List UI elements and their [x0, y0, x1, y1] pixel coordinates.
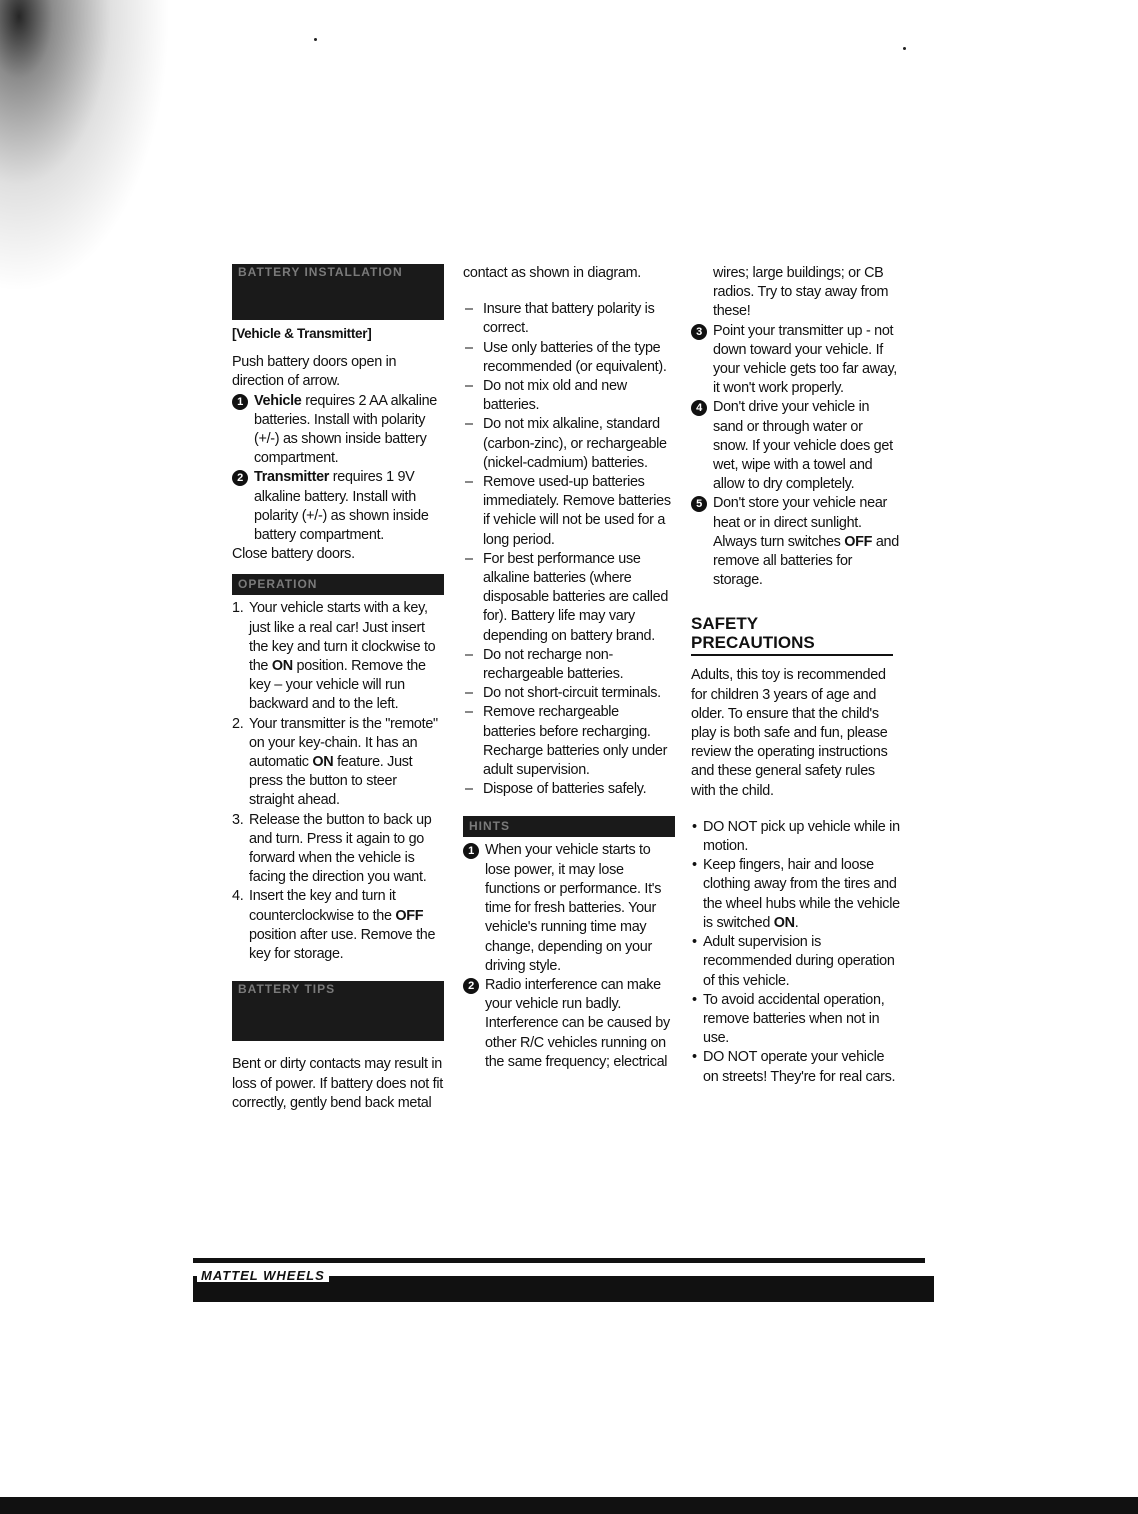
battery-tips-list	[463, 300, 675, 799]
list-item	[232, 599, 444, 714]
number-badge: 1	[463, 843, 479, 859]
push-text: Push battery doors open in direction of arrow.	[232, 354, 397, 390]
hint-continued: wires; large buildings; or CB radios. Try to stay away from these!	[713, 265, 889, 320]
list-item	[232, 715, 444, 811]
item-bold: OFF	[844, 533, 873, 550]
list-item: – Use only batteries of the type recommended (or equivalent).	[463, 339, 675, 377]
number-badge: 5	[691, 496, 707, 512]
number-badge: 1	[232, 394, 248, 410]
bullet-bold: ON	[773, 914, 795, 931]
step-text: Your transmitter is the "remote" on your key-chain. It has an automatic	[249, 715, 438, 771]
contact-continued: contact as shown in diagram.	[463, 265, 641, 281]
safety-intro: Adults, this toy is recommended for children 3 years of age and older. To ensure that the child's play is both safe and fun, please review the operating instructions and these general safety rules with the child.	[691, 667, 888, 799]
step-text-end: feature. Just press the button to steer straight ahead.	[249, 754, 413, 809]
section-title: BATTERY INSTALLATION	[238, 265, 403, 279]
scan-bottom-edge	[0, 1497, 1138, 1514]
heading-line: PRECAUTIONS	[691, 633, 815, 653]
step-number: 4.	[232, 888, 244, 905]
bullet-text: DO NOT pick up vehicle while in motion.	[703, 818, 900, 855]
item-text: Radio interference can make your vehicle run badly. Interference can be caused by other R/C vehicles running on the same frequency; electrical	[485, 976, 670, 1070]
step-number: 1.	[232, 600, 244, 617]
contacts-text: Bent or dirty contacts may result in loss of power. If battery does not fit correctly, gently bend back metal	[232, 1056, 443, 1111]
item-text: Don't drive your vehicle in sand or through water or snow. If your vehicle does get wet, wipe with a towel and allow to dry completely.	[713, 399, 893, 493]
item-text-end: and remove all batteries for storage.	[713, 533, 899, 589]
bullet-text-end: .	[794, 914, 799, 931]
operation-steps	[232, 599, 444, 964]
bullet-text: To avoid accidental operation, remove batteries when not in use.	[703, 991, 885, 1047]
numbered-item	[463, 841, 675, 975]
numbered-item	[232, 468, 444, 545]
number-badge: 2	[463, 978, 479, 994]
column-2	[463, 264, 675, 1072]
heading-line: SAFETY	[691, 614, 759, 634]
footer-brand-logo: MATTEL WHEELS	[197, 1270, 329, 1282]
list-item	[691, 933, 901, 991]
step-bold: ON	[312, 754, 334, 771]
battery-tips-bar	[232, 981, 444, 1041]
list-item: – For best performance use alkaline batteries (where disposable batteries are called for). Battery life may vary depending on battery brand.	[463, 550, 675, 646]
number-badge: 4	[691, 400, 707, 416]
list-item: – Remove rechargeable batteries before recharging. Recharge batteries only under adult supervision.	[463, 703, 675, 780]
subheading: [Vehicle & Transmitter]	[232, 326, 372, 341]
close-text: Close battery doors.	[232, 546, 355, 563]
list-item: – Insure that battery polarity is correct.	[463, 300, 675, 338]
list-item: – Do not mix alkaline, standard (carbon-zinc), or rechargeable (nickel-cadmium) batteries.	[463, 415, 675, 473]
step-bold: ON	[271, 658, 293, 675]
numbered-item	[691, 398, 901, 494]
step-text: Your vehicle starts with a key, just like a real car! Just insert the key and turn it clockwise to the	[249, 600, 436, 675]
operation-bar	[232, 574, 444, 595]
step-number: 3.	[232, 811, 244, 828]
step-text: Release the button to back up and turn. Press it again to go forward when the vehicle is facing the direction you want.	[249, 811, 432, 886]
battery-installation-bar	[232, 264, 444, 320]
column-1	[232, 264, 444, 1113]
step-text-end: position. Remove the key – your vehicle will run backward and to the left.	[249, 658, 426, 713]
numbered-item	[232, 392, 444, 469]
item-text: requires 1 9V alkaline battery. Install with polarity (+/-) as shown inside battery compartment.	[254, 469, 429, 544]
step-bold: OFF	[395, 907, 424, 924]
item-bold: Vehicle	[254, 392, 302, 409]
number-badge: 3	[691, 324, 707, 340]
scan-speck	[903, 47, 906, 50]
numbered-item	[691, 322, 901, 399]
section-title: OPERATION	[238, 577, 318, 592]
item-text: Don't store your vehicle near heat or in direct sunlight. Always turn switches	[713, 495, 888, 550]
list-item	[691, 818, 901, 856]
section-title: HINTS	[469, 819, 510, 834]
item-text: requires 2 AA alkaline batteries. Install with polarity (+/-) as shown inside battery compartment.	[254, 392, 438, 467]
list-item: – Do not recharge non-rechargeable batteries.	[463, 646, 675, 684]
safety-list	[691, 818, 901, 1087]
list-item: – Do not mix old and new batteries.	[463, 377, 675, 415]
list-item	[232, 811, 444, 888]
item-bold: Transmitter	[254, 469, 330, 486]
number-badge: 2	[232, 470, 248, 486]
step-number: 2.	[232, 715, 244, 732]
item-text: When your vehicle starts to lose power, it may lose functions or performance. It's time for fresh batteries. Your vehicle's running time may change, depending on your driving style.	[485, 842, 662, 974]
numbered-item	[463, 976, 675, 1072]
list-item	[691, 856, 901, 933]
column-3	[691, 264, 901, 1087]
list-item: – Dispose of batteries safely.	[463, 780, 675, 799]
list-item	[232, 887, 444, 964]
hints-bar	[463, 816, 675, 837]
section-title: BATTERY TIPS	[238, 982, 336, 997]
bullet-text: DO NOT operate your vehicle on streets! They're for real cars.	[703, 1049, 896, 1085]
scan-speck	[314, 38, 317, 41]
item-text: Point your transmitter up - not down toward your vehicle. If your vehicle gets too far away, it won't work properly.	[713, 322, 898, 397]
list-item	[691, 1048, 901, 1086]
list-item	[691, 991, 901, 1049]
scan-smudge	[0, 0, 190, 330]
numbered-item	[691, 494, 901, 590]
bullet-text: Keep fingers, hair and loose clothing away from the tires and the wheel hubs while the vehicle is switched	[703, 857, 900, 931]
safety-precautions-heading	[691, 614, 893, 656]
bullet-text: Adult supervision is recommended during operation of this vehicle.	[703, 934, 895, 989]
step-text-end: position after use. Remove the key for storage.	[249, 926, 436, 963]
list-item: – Remove used-up batteries immediately. Remove batteries if vehicle will not be used for a long period.	[463, 473, 675, 550]
list-item: – Do not short-circuit terminals.	[463, 684, 675, 703]
footer-rule	[193, 1258, 925, 1263]
step-text: Insert the key and turn it counterclockwise to the	[249, 888, 396, 924]
